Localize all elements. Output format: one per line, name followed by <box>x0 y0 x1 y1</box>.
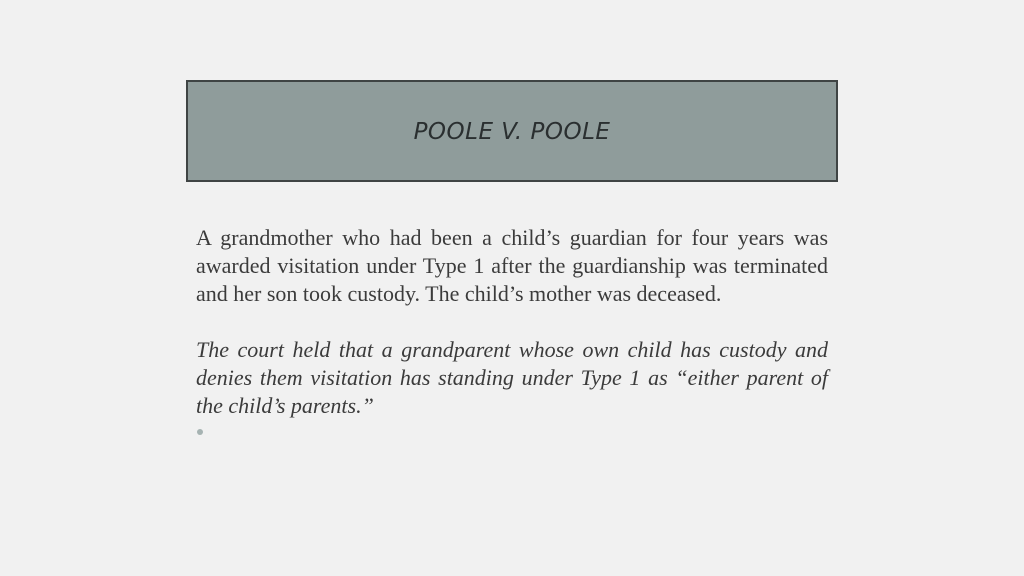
slide-body <box>196 224 828 444</box>
bullet-dot-icon <box>197 429 203 435</box>
empty-bullet-line <box>196 420 828 444</box>
slide-title: POOLE V. POOLE <box>413 119 611 145</box>
title-banner <box>186 80 838 182</box>
case-facts-paragraph: A grandmother who had been a child’s guardian for four years was awarded visitation under Type 1 after the guardianship was terminated and her son took custody. The child’s mother was deceased. <box>196 225 828 306</box>
court-holding-paragraph: The court held that a grandparent whose own child has custody and denies them visitation has standing under Type 1 as “either parent of the child’s parents.” <box>196 337 828 418</box>
